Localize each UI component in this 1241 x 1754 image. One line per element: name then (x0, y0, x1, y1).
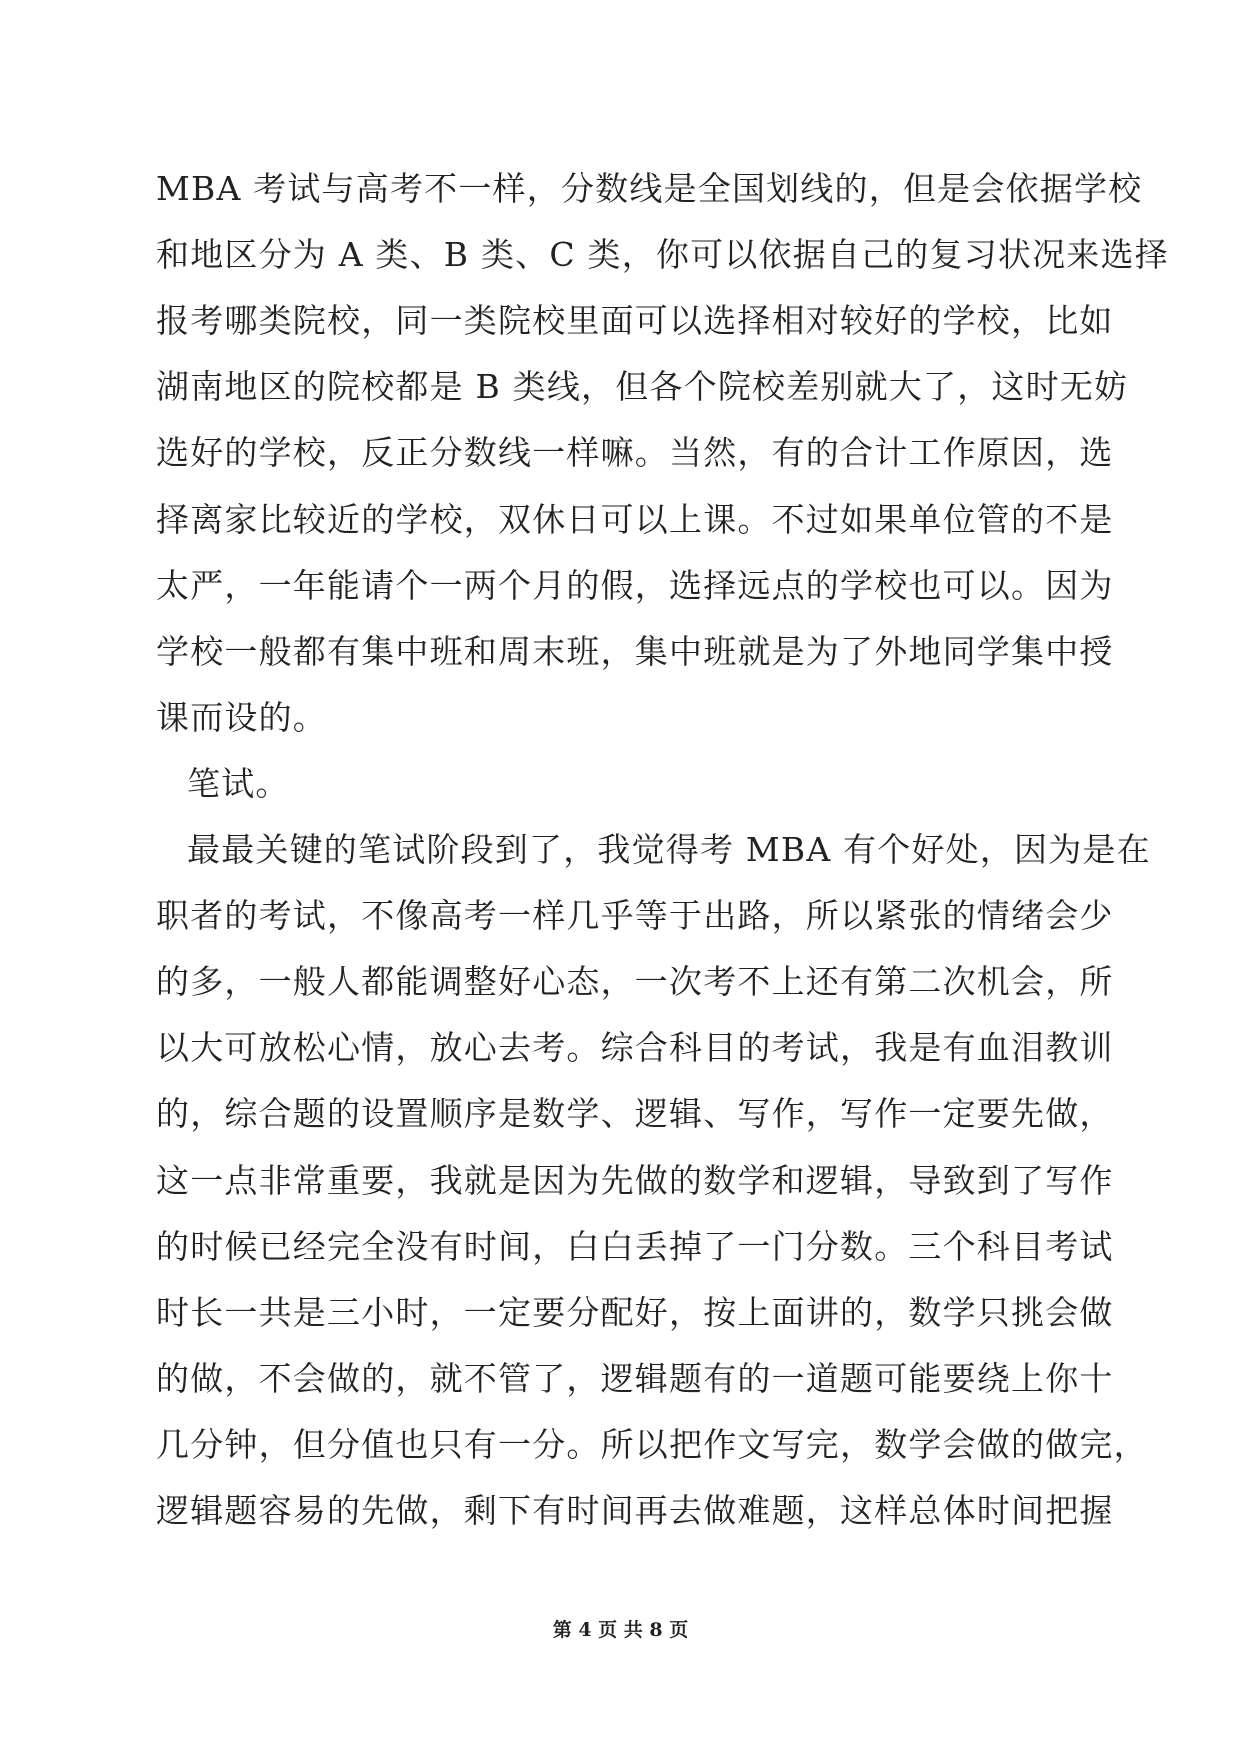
paragraph-written-exam-line: 职者的考试，不像高考一样几乎等于出路，所以紧张的情绪会少 (156, 896, 1114, 935)
paragraph-school-selection-line: 湖南地区的院校都是 B 类线，但各个院校差别就大了，这时无妨 (156, 367, 1129, 406)
paragraph-written-exam-line: 的多，一般人都能调整好心态，一次考不上还有第二次机会，所 (156, 962, 1114, 1001)
paragraph-written-exam-line: 的做，不会做的，就不管了，逻辑题有的一道题可能要绕上你十 (156, 1359, 1114, 1398)
paragraph-school-selection-line: 学校一般都有集中班和周末班，集中班就是为了外地同学集中授 (156, 632, 1114, 671)
paragraph-written-exam-line: 以大可放松心情，放心去考。综合科目的考试，我是有血泪教训 (156, 1028, 1114, 1067)
paragraph-written-exam-line: 的，综合题的设置顺序是数学、逻辑、写作，写作一定要先做， (156, 1094, 1114, 1133)
paragraph-school-selection-line: 择离家比较近的学校，双休日可以上课。不过如果单位管的不是 (156, 500, 1114, 539)
paragraph-written-exam-line: 这一点非常重要，我就是因为先做的数学和逻辑，导致到了写作 (156, 1161, 1114, 1200)
page-footer: 第 4 页 共 8 页 (552, 1619, 689, 1641)
paragraph-school-selection-line: 和地区分为 A 类、B 类、C 类，你可以依据自己的复习状况来选择 (156, 235, 1169, 274)
paragraph-school-selection-line: 太严，一年能请个一两个月的假，选择远点的学校也可以。因为 (156, 566, 1114, 605)
section-heading-written-exam-line: 笔试。 (187, 764, 290, 803)
paragraph-written-exam-line: 时长一共是三小时，一定要分配好，按上面讲的，数学只挑会做 (156, 1293, 1114, 1332)
paragraph-school-selection-line: 选好的学校，反正分数线一样嘛。当然，有的合计工作原因，选 (156, 433, 1114, 472)
paragraph-written-exam-line: 最最关键的笔试阶段到了，我觉得考 MBA 有个好处，因为是在 (187, 830, 1151, 869)
paragraph-written-exam-line: 逻辑题容易的先做，剩下有时间再去做难题，这样总体时间把握 (156, 1491, 1114, 1530)
paragraph-school-selection-line: 课而设的。 (156, 698, 327, 737)
paragraph-written-exam-line: 几分钟，但分值也只有一分。所以把作文写完，数学会做的做完， (156, 1425, 1148, 1464)
paragraph-school-selection-line: 报考哪类院校，同一类院校里面可以选择相对较好的学校，比如 (156, 301, 1114, 340)
paragraph-written-exam-line: 的时候已经完全没有时间，白白丢掉了一门分数。三个科目考试 (156, 1227, 1114, 1266)
paragraph-school-selection-line: MBA 考试与高考不一样，分数线是全国划线的，但是会依据学校 (156, 169, 1143, 208)
